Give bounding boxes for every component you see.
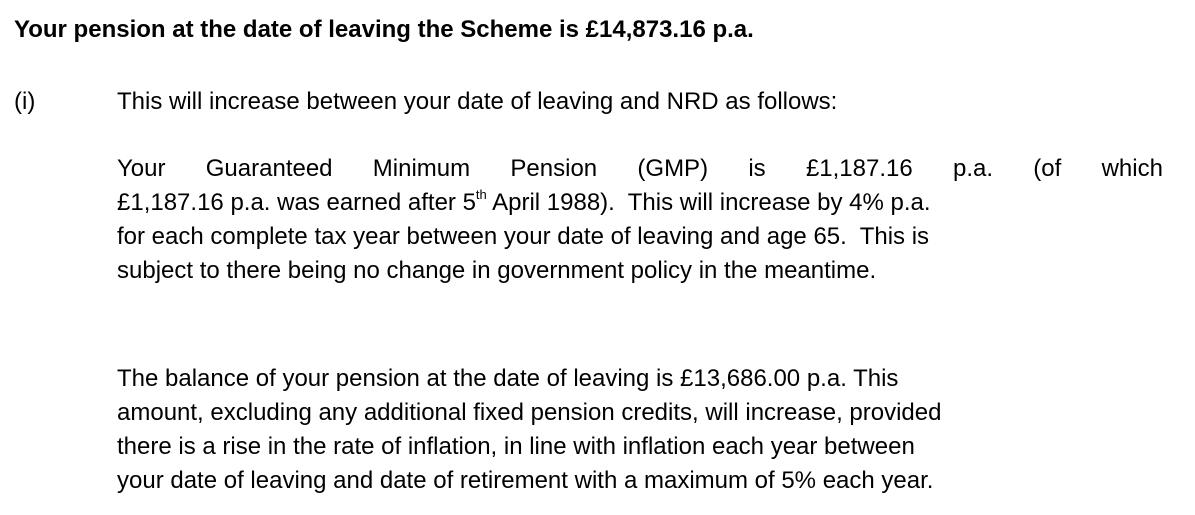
gmp-line-1 <box>117 152 1163 186</box>
gmp-line-3: for each complete tax year between your date of leaving and age 65. This is <box>117 223 930 250</box>
pension-heading: Your pension at the date of leaving the Scheme is £14,873.16 p.a. <box>14 16 754 43</box>
balance-line-4: your date of leaving and date of retirement with a maximum of 5% each year. <box>117 467 934 494</box>
word: Pension <box>510 155 598 182</box>
balance-line-3: there is a rise in the rate of inflation, in line with inflation each year between <box>117 433 915 460</box>
intro-text: This will increase between your date of leaving and NRD as follows: <box>117 88 838 115</box>
word: Guaranteed <box>205 155 333 182</box>
gmp-line-4: subject to there being no change in government policy in the meantime. <box>117 257 877 284</box>
ordinal-suffix: th <box>475 187 487 202</box>
balance-paragraph <box>117 362 1163 498</box>
balance-line-1: The balance of your pension at the date of leaving is £13,686.00 p.a. This <box>117 365 899 392</box>
gmp-line-2-end: April 1988). This will increase by 4% p.a. <box>486 189 931 216</box>
word: p.a. <box>952 155 994 182</box>
gmp-line-2 <box>117 186 1163 220</box>
gmp-paragraph <box>117 152 1163 288</box>
balance-line-2: amount, excluding any additional fixed pension credits, will increase, provided <box>117 399 942 426</box>
word: (GMP) <box>637 155 709 182</box>
word: which <box>1101 155 1163 182</box>
section-marker: (i) <box>14 88 36 115</box>
word: Minimum <box>372 155 471 182</box>
word: (of <box>1033 155 1062 182</box>
word: £1,187.16 <box>805 155 913 182</box>
word: Your <box>117 155 166 182</box>
word: is <box>748 155 766 182</box>
gmp-line-2-start: £1,187.16 p.a. was earned after 5 <box>117 189 476 216</box>
